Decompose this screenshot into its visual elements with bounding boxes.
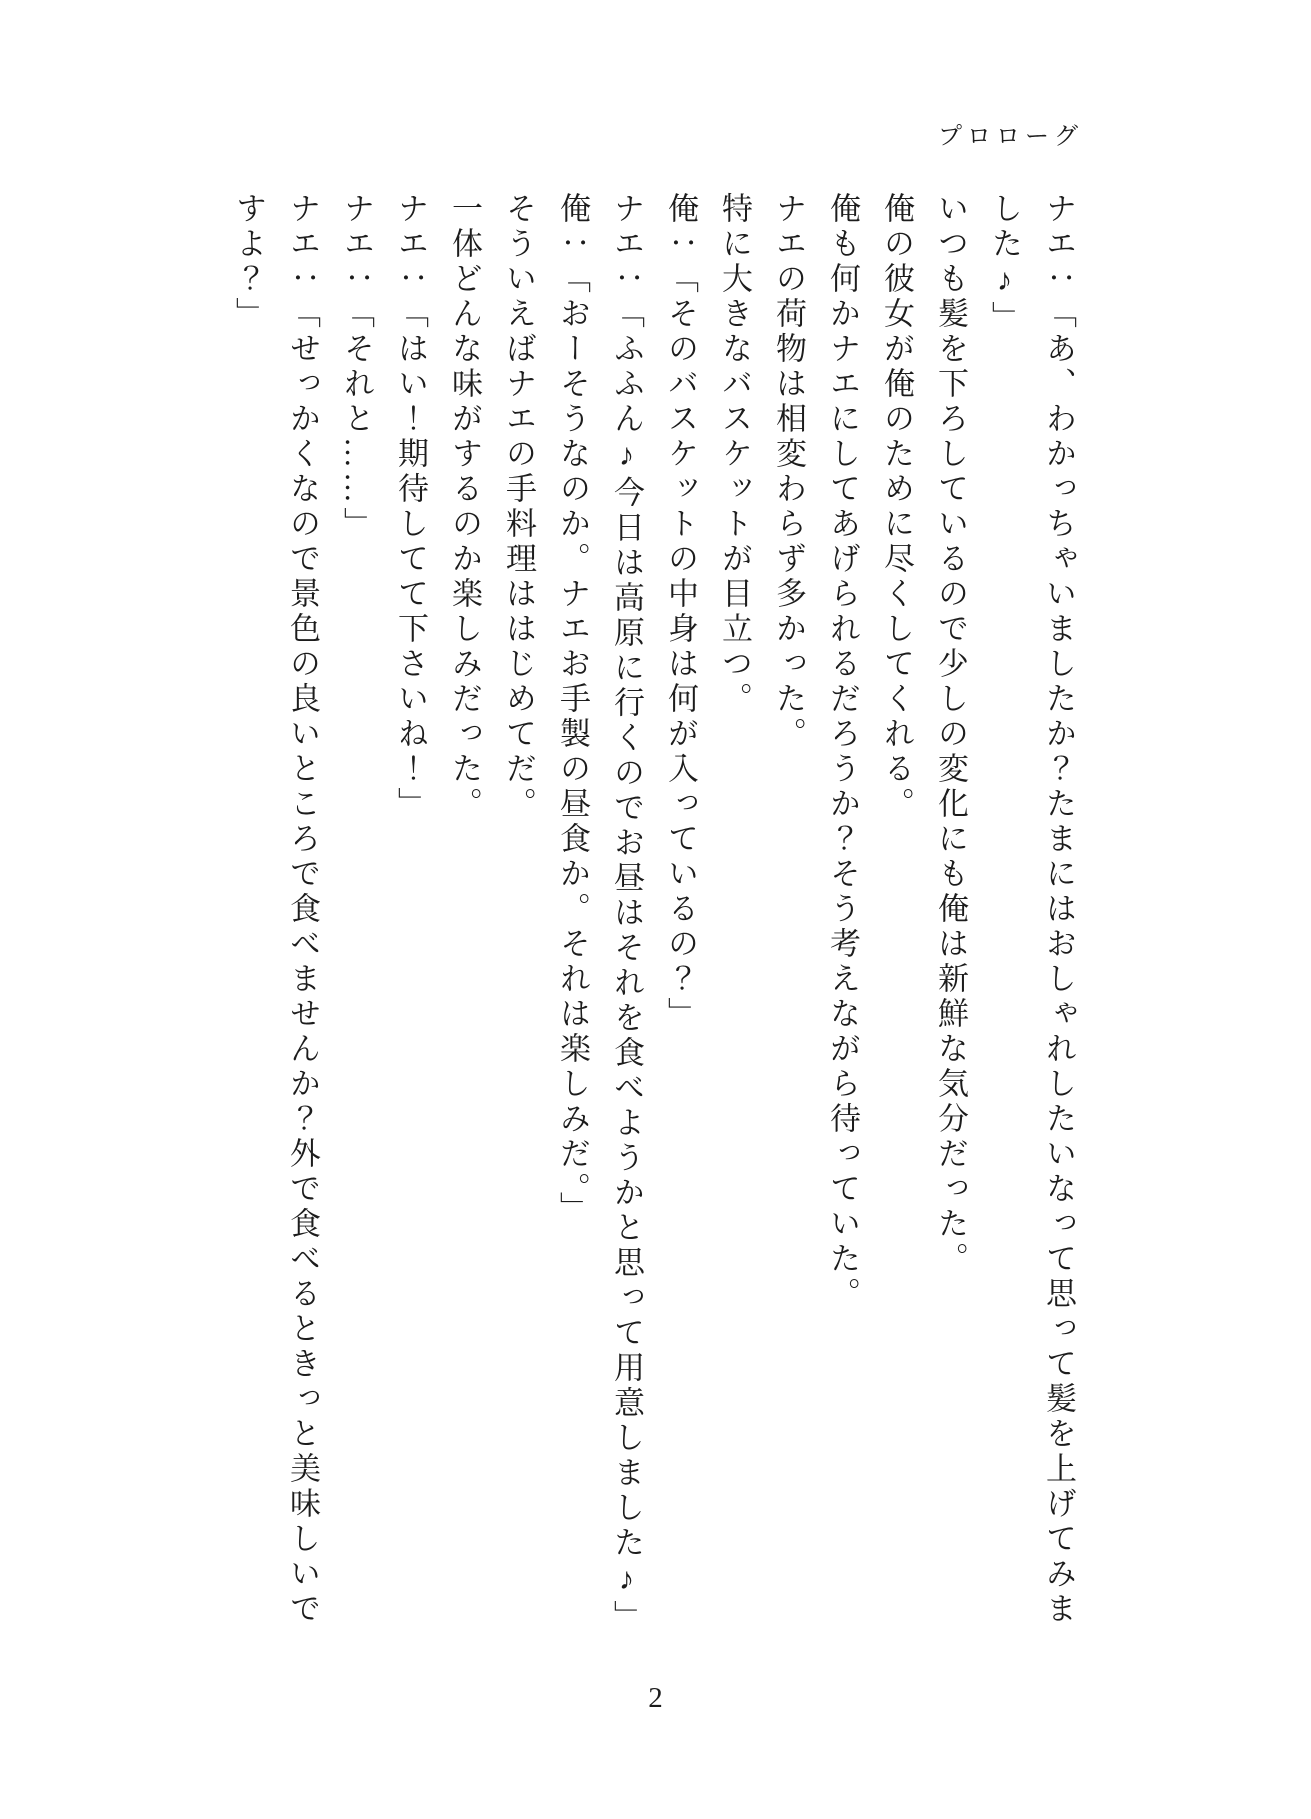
paragraph-dialogue-ore: 俺：「おーそうなのか。ナエお手製の昼食か。それは楽しみだ。」 bbox=[555, 192, 590, 1227]
paragraph-narration: 俺の彼女が俺のために尽くしてくれる。 bbox=[879, 192, 914, 822]
paragraph-narration: 俺も何かナエにしてあげられるだろうか？そう考えながら待っていた。 bbox=[825, 192, 860, 1312]
paragraph-narration: いつも髪を下ろしているので少しの変化にも俺は新鮮な気分だった。 bbox=[933, 192, 968, 1277]
paragraph-narration: 一体どんな味がするのか楽しみだった。 bbox=[447, 192, 482, 822]
paragraph-narration: そういえばナエの手料理ははじめてだ。 bbox=[501, 192, 536, 822]
paragraph-dialogue-ore: 俺：「そのバスケットの中身は何が入っているの？」 bbox=[663, 192, 698, 1032]
paragraph-narration: 特に大きなバスケットが目立つ。 bbox=[717, 192, 752, 717]
paragraph-dialogue-nae: ナエ：「はい！期待してて下さいね！」 bbox=[393, 192, 428, 822]
vertical-text-block bbox=[221, 192, 1085, 1635]
paragraph-dialogue-nae: ナエ：「せっかくなので景色の良いところで食べませんか？外で食べるときっと美味しいですよ？」 bbox=[231, 192, 320, 1627]
page-title: プロローグ bbox=[938, 124, 1083, 150]
paragraph-dialogue-nae: ナエ：「それと……」 bbox=[339, 192, 374, 542]
page-number: 2 bbox=[648, 1682, 663, 1714]
paragraph-narration: ナエの荷物は相変わらず多かった。 bbox=[771, 192, 806, 752]
paragraph-dialogue-nae: ナエ：「あ、わかっちゃいましたか？たまにはおしゃれしたいなって思って髪を上げてみました♪」 bbox=[987, 192, 1076, 1627]
paragraph-dialogue-nae: ナエ：「ふふん♪今日は高原に行くのでお昼はそれを食べようかと思って用意しました♪」 bbox=[609, 192, 644, 1635]
